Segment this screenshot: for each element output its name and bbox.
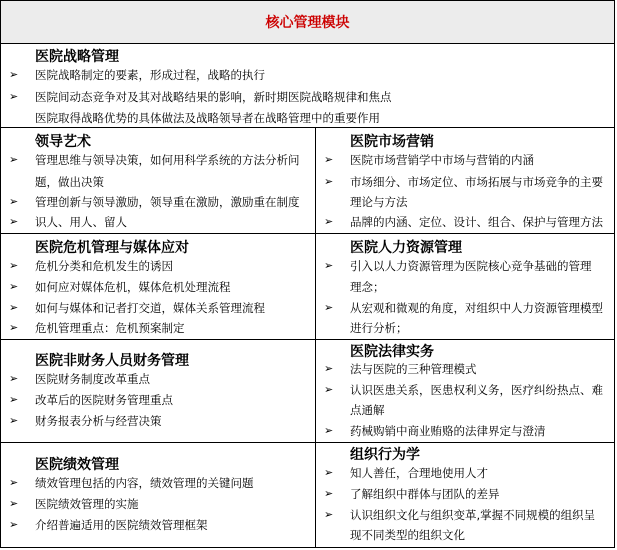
section-marketing [316, 128, 614, 233]
bullet-arrow-icon: ➢ [324, 362, 334, 375]
bullet-arrow-icon: ➢ [9, 153, 19, 166]
list-item-continuation: 医院取得战略优势的具体做法及战略领导者在战略管理中的重要作用 [35, 111, 380, 125]
list-item: ➢ 危机管理重点：危机预案制定 [35, 317, 185, 339]
list-item: ➢ 财务报表分析与经营决策 [35, 410, 162, 432]
list-item: ➢ 如何应对媒体危机，媒体危机处理流程 [35, 276, 231, 298]
list-item: ➢ 品牌的内涵、定位、设计、组合、保护与管理方法 [350, 211, 603, 233]
bullet-arrow-icon: ➢ [9, 195, 19, 208]
bullet-arrow-icon: ➢ [9, 321, 19, 334]
section-title: 医院绩效管理 [35, 457, 119, 473]
bullet-arrow-icon: ➢ [324, 487, 334, 500]
bullet-arrow-icon: ➢ [9, 301, 19, 314]
list-item-continuation: 理念； [350, 280, 385, 294]
section-strategy [1, 44, 614, 127]
list-item: ➢ 医院财务制度改革重点 [35, 368, 150, 390]
list-item: ➢ 医院间动态竞争对及其对战略结果的影响，新时期医院战略规律和焦点 [35, 86, 392, 108]
list-item-continuation: 理论与方法 [350, 195, 408, 209]
bullet-arrow-icon: ➢ [324, 466, 334, 479]
bullet-arrow-icon: ➢ [324, 259, 334, 272]
list-item: ➢ 绩效管理包括的内容，绩效管理的关键问题 [35, 472, 254, 494]
section-performance [1, 443, 315, 547]
list-item: ➢ 医院市场营销学中市场与营销的内涵 [350, 149, 534, 171]
list-item: ➢ 市场细分、市场定位、市场拓展与市场竞争的主要 [350, 171, 603, 193]
bullet-arrow-icon: ➢ [324, 508, 334, 521]
list-item-continuation: 点通解 [350, 403, 385, 417]
list-item-continuation: 题，做出决策 [35, 175, 104, 189]
list-item: ➢ 介绍普遍适用的医院绩效管理框架 [35, 514, 208, 536]
list-item: ➢ 管理思维与领导决策，如何用科学系统的方法分析问 [35, 149, 300, 171]
section-title: 医院战略管理 [35, 49, 119, 65]
bullet-arrow-icon: ➢ [9, 497, 19, 510]
section-title: 领导艺术 [35, 134, 91, 150]
list-item: ➢ 危机分类和危机发生的诱因 [35, 255, 173, 277]
section-legal [316, 340, 614, 442]
list-item: ➢ 如何与媒体和记者打交道，媒体关系管理流程 [35, 297, 265, 319]
bullet-arrow-icon: ➢ [9, 414, 19, 427]
section-title: 医院市场营销 [350, 134, 434, 150]
section-org-behavior [316, 443, 614, 547]
section-hr [316, 234, 614, 339]
section-title: 医院非财务人员财务管理 [35, 353, 189, 369]
bullet-arrow-icon: ➢ [9, 90, 19, 103]
bullet-arrow-icon: ➢ [9, 259, 19, 272]
list-item: ➢ 了解组织中群体与团队的差异 [350, 483, 500, 505]
list-item: ➢ 识人、用人、留人 [35, 211, 127, 233]
list-item: ➢ 药械购销中商业贿赂的法律界定与澄清 [350, 420, 546, 442]
list-item-continuation: 现不同类型的组织文化 [350, 528, 465, 542]
list-item: ➢ 医院绩效管理的实施 [35, 493, 139, 515]
header-title: 核心管理模块 [265, 15, 350, 31]
section-title: 医院法律实务 [350, 344, 434, 360]
list-item: ➢ 知人善任，合理地使用人才 [350, 462, 488, 484]
list-item: ➢ 引入以人力资源管理为医院核心竞争基础的管理 [350, 255, 592, 277]
list-item: ➢ 改革后的医院财务管理重点 [35, 389, 173, 411]
bullet-arrow-icon: ➢ [324, 383, 334, 396]
bullet-arrow-icon: ➢ [9, 393, 19, 406]
section-finance [1, 340, 315, 442]
bullet-arrow-icon: ➢ [324, 215, 334, 228]
bullet-arrow-icon: ➢ [324, 153, 334, 166]
section-title: 医院人力资源管理 [350, 240, 462, 256]
section-title: 医院危机管理与媒体应对 [35, 240, 189, 256]
section-leadership [1, 128, 315, 233]
list-item: ➢ 医院战略制定的要素，形成过程，战略的执行 [35, 64, 265, 86]
bullet-arrow-icon: ➢ [9, 215, 19, 228]
list-item: ➢ 从宏观和微观的角度，对组织中人力资源管理模型 [350, 297, 603, 319]
bullet-arrow-icon: ➢ [9, 476, 19, 489]
list-item: ➢ 认识组织文化与组织变革,掌握不同规模的组织呈 [350, 504, 595, 526]
bullet-arrow-icon: ➢ [324, 424, 334, 437]
table-header [1, 1, 614, 44]
section-title: 组织行为学 [350, 447, 420, 463]
section-crisis [1, 234, 315, 339]
list-item: ➢ 法与医院的三种管理模式 [350, 358, 477, 380]
list-item-continuation: 进行分析； [350, 321, 408, 335]
bullet-arrow-icon: ➢ [9, 518, 19, 531]
bullet-arrow-icon: ➢ [324, 301, 334, 314]
bullet-arrow-icon: ➢ [9, 280, 19, 293]
bullet-arrow-icon: ➢ [9, 68, 19, 81]
bullet-arrow-icon: ➢ [9, 372, 19, 385]
list-item: ➢ 管理创新与领导激励，领导重在激励，激励重在制度 [35, 191, 300, 213]
list-item: ➢ 认识医患关系，医患权利义务，医疗纠纷热点、难 [350, 379, 603, 401]
bullet-arrow-icon: ➢ [324, 175, 334, 188]
